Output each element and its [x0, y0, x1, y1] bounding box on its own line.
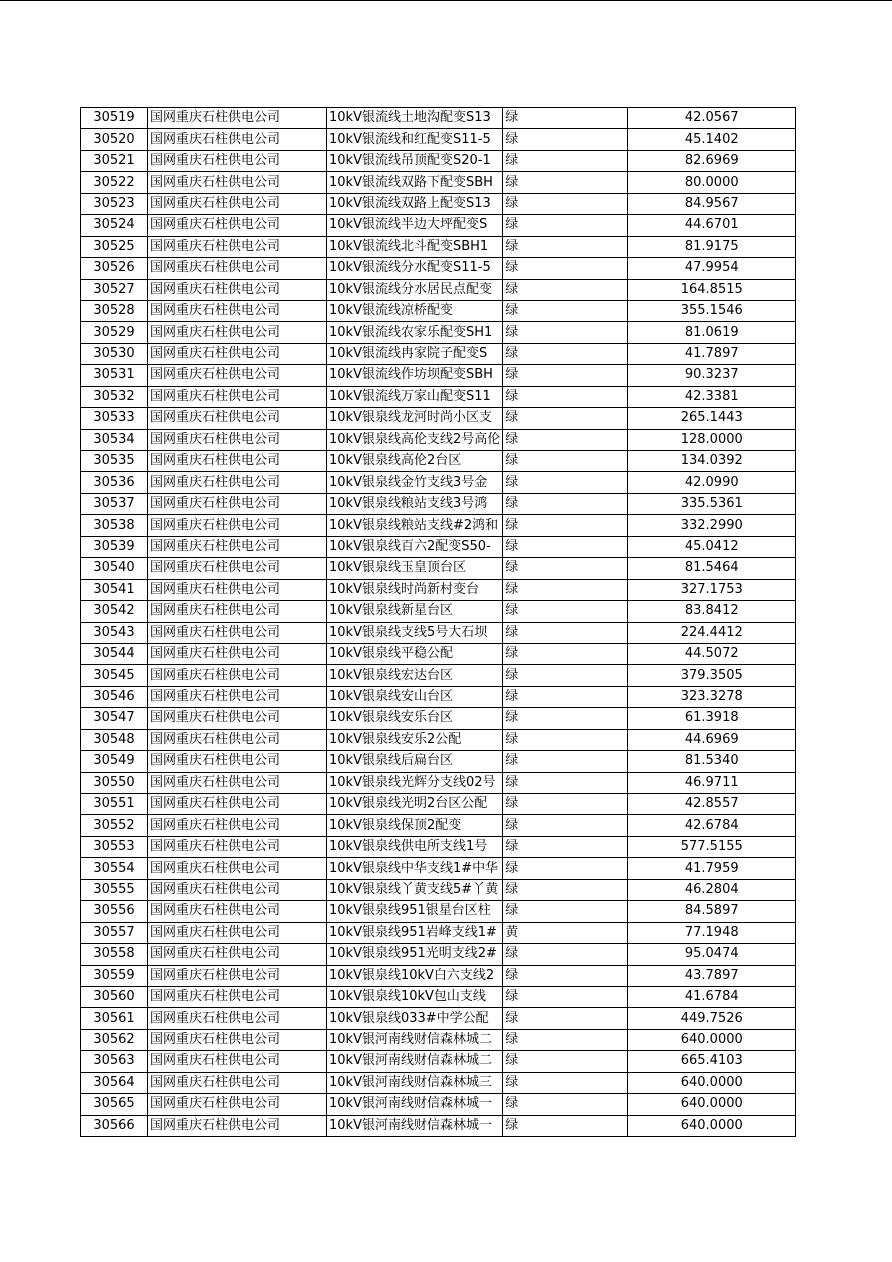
table-row	[81, 944, 796, 965]
value-cell: 41.6784	[628, 986, 796, 1007]
line-name-cell: 10kV银泉线百六2配变S50-	[327, 536, 503, 557]
line-name-cell: 10kV银流线和红配变S11-5	[327, 129, 503, 150]
company-cell: 国网重庆石柱供电公司	[148, 643, 327, 664]
status-cell: 绿	[503, 193, 628, 214]
company-cell: 国网重庆石柱供电公司	[148, 794, 327, 815]
table-row	[81, 901, 796, 922]
status-cell: 绿	[503, 108, 628, 129]
value-cell: 577.5155	[628, 836, 796, 857]
company-cell: 国网重庆石柱供电公司	[148, 836, 327, 857]
company-cell: 国网重庆石柱供电公司	[148, 472, 327, 493]
status-cell: 绿	[503, 1051, 628, 1072]
value-cell: 41.7897	[628, 343, 796, 364]
value-cell: 43.7897	[628, 965, 796, 986]
table-row	[81, 536, 796, 557]
row-id-cell: 30522	[81, 172, 148, 193]
status-cell: 绿	[503, 815, 628, 836]
status-cell: 绿	[503, 1029, 628, 1050]
row-id-cell: 30544	[81, 643, 148, 664]
company-cell: 国网重庆石柱供电公司	[148, 815, 327, 836]
company-cell: 国网重庆石柱供电公司	[148, 258, 327, 279]
row-id-cell: 30565	[81, 1094, 148, 1115]
company-cell: 国网重庆石柱供电公司	[148, 515, 327, 536]
line-name-cell: 10kV银泉线支线5号大石坝	[327, 622, 503, 643]
line-name-cell: 10kV银泉线951银星台区柱	[327, 901, 503, 922]
table-row	[81, 1072, 796, 1093]
table-row	[81, 622, 796, 643]
company-cell: 国网重庆石柱供电公司	[148, 601, 327, 622]
row-id-cell: 30545	[81, 665, 148, 686]
company-cell: 国网重庆石柱供电公司	[148, 858, 327, 879]
status-cell: 绿	[503, 386, 628, 407]
row-id-cell: 30524	[81, 215, 148, 236]
data-table	[80, 107, 796, 1137]
line-name-cell: 10kV银泉线高伦支线2号高伦	[327, 429, 503, 450]
line-name-cell: 10kV银泉线供电所支线1号	[327, 836, 503, 857]
row-id-cell: 30560	[81, 986, 148, 1007]
row-id-cell: 30561	[81, 1008, 148, 1029]
line-name-cell: 10kV银泉线宏达台区	[327, 665, 503, 686]
row-id-cell: 30535	[81, 451, 148, 472]
company-cell: 国网重庆石柱供电公司	[148, 965, 327, 986]
value-cell: 61.3918	[628, 708, 796, 729]
value-cell: 42.0990	[628, 472, 796, 493]
value-cell: 128.0000	[628, 429, 796, 450]
value-cell: 379.3505	[628, 665, 796, 686]
company-cell: 国网重庆石柱供电公司	[148, 751, 327, 772]
status-cell: 绿	[503, 858, 628, 879]
page-top-rule	[0, 0, 892, 1]
row-id-cell: 30530	[81, 343, 148, 364]
status-cell: 绿	[503, 215, 628, 236]
value-cell: 81.0619	[628, 322, 796, 343]
status-cell: 绿	[503, 1115, 628, 1136]
row-id-cell: 30528	[81, 300, 148, 321]
status-cell: 绿	[503, 300, 628, 321]
status-cell: 绿	[503, 1072, 628, 1093]
row-id-cell: 30556	[81, 901, 148, 922]
status-cell: 绿	[503, 965, 628, 986]
value-cell: 640.0000	[628, 1115, 796, 1136]
line-name-cell: 10kV银泉线10kV白六支线2	[327, 965, 503, 986]
company-cell: 国网重庆石柱供电公司	[148, 922, 327, 943]
company-cell: 国网重庆石柱供电公司	[148, 708, 327, 729]
line-name-cell: 10kV银流线吊顶配变S20-1	[327, 150, 503, 171]
row-id-cell: 30529	[81, 322, 148, 343]
table-row	[81, 601, 796, 622]
status-cell: 绿	[503, 365, 628, 386]
table-row	[81, 193, 796, 214]
table-row	[81, 794, 796, 815]
line-name-cell: 10kV银泉线10kV包山支线	[327, 986, 503, 1007]
value-cell: 45.0412	[628, 536, 796, 557]
status-cell: 绿	[503, 751, 628, 772]
row-id-cell: 30543	[81, 622, 148, 643]
value-cell: 134.0392	[628, 451, 796, 472]
company-cell: 国网重庆石柱供电公司	[148, 193, 327, 214]
line-name-cell: 10kV银河南线财信森林城三	[327, 1072, 503, 1093]
table-row	[81, 729, 796, 750]
line-name-cell: 10kV银泉线玉皇顶台区	[327, 558, 503, 579]
company-cell: 国网重庆石柱供电公司	[148, 322, 327, 343]
table-row	[81, 129, 796, 150]
row-id-cell: 30531	[81, 365, 148, 386]
table-row	[81, 150, 796, 171]
status-cell: 绿	[503, 901, 628, 922]
table-row	[81, 772, 796, 793]
status-cell: 绿	[503, 322, 628, 343]
status-cell: 绿	[503, 643, 628, 664]
value-cell: 80.0000	[628, 172, 796, 193]
row-id-cell: 30559	[81, 965, 148, 986]
value-cell: 81.5340	[628, 751, 796, 772]
line-name-cell: 10kV银泉线安山台区	[327, 686, 503, 707]
company-cell: 国网重庆石柱供电公司	[148, 129, 327, 150]
status-cell: 绿	[503, 493, 628, 514]
value-cell: 640.0000	[628, 1094, 796, 1115]
company-cell: 国网重庆石柱供电公司	[148, 1072, 327, 1093]
row-id-cell: 30540	[81, 558, 148, 579]
table-row	[81, 858, 796, 879]
row-id-cell: 30542	[81, 601, 148, 622]
row-id-cell: 30541	[81, 579, 148, 600]
line-name-cell: 10kV银流线双路上配变S13	[327, 193, 503, 214]
company-cell: 国网重庆石柱供电公司	[148, 622, 327, 643]
table-body	[81, 108, 796, 1137]
status-cell: 绿	[503, 708, 628, 729]
company-cell: 国网重庆石柱供电公司	[148, 1115, 327, 1136]
line-name-cell: 10kV银泉线时尚新村变台	[327, 579, 503, 600]
status-cell: 绿	[503, 622, 628, 643]
status-cell: 黄	[503, 922, 628, 943]
value-cell: 327.1753	[628, 579, 796, 600]
table-row	[81, 986, 796, 1007]
status-cell: 绿	[503, 579, 628, 600]
status-cell: 绿	[503, 1008, 628, 1029]
table-row	[81, 751, 796, 772]
table-row	[81, 451, 796, 472]
status-cell: 绿	[503, 343, 628, 364]
company-cell: 国网重庆石柱供电公司	[148, 451, 327, 472]
row-id-cell: 30546	[81, 686, 148, 707]
line-name-cell: 10kV银泉线光辉分支线02号	[327, 772, 503, 793]
table-row	[81, 665, 796, 686]
line-name-cell: 10kV银泉线高伦2台区	[327, 451, 503, 472]
line-name-cell: 10kV银泉线951光明支线2#	[327, 944, 503, 965]
value-cell: 42.6784	[628, 815, 796, 836]
status-cell: 绿	[503, 150, 628, 171]
table-row	[81, 322, 796, 343]
table-row	[81, 1029, 796, 1050]
company-cell: 国网重庆石柱供电公司	[148, 986, 327, 1007]
row-id-cell: 30566	[81, 1115, 148, 1136]
company-cell: 国网重庆石柱供电公司	[148, 1051, 327, 1072]
value-cell: 42.0567	[628, 108, 796, 129]
company-cell: 国网重庆石柱供电公司	[148, 1008, 327, 1029]
status-cell: 绿	[503, 986, 628, 1007]
status-cell: 绿	[503, 429, 628, 450]
status-cell: 绿	[503, 836, 628, 857]
table-row	[81, 965, 796, 986]
table-row	[81, 879, 796, 900]
company-cell: 国网重庆石柱供电公司	[148, 579, 327, 600]
value-cell: 90.3237	[628, 365, 796, 386]
company-cell: 国网重庆石柱供电公司	[148, 279, 327, 300]
status-cell: 绿	[503, 408, 628, 429]
table-row	[81, 343, 796, 364]
line-name-cell: 10kV银泉线保顶2配变	[327, 815, 503, 836]
line-name-cell: 10kV银流线作坊坝配变SBH	[327, 365, 503, 386]
line-name-cell: 10kV银泉线龙河时尚小区支	[327, 408, 503, 429]
line-name-cell: 10kV银泉线平稳公配	[327, 643, 503, 664]
company-cell: 国网重庆石柱供电公司	[148, 772, 327, 793]
line-name-cell: 10kV银流线土地沟配变S13	[327, 108, 503, 129]
value-cell: 224.4412	[628, 622, 796, 643]
status-cell: 绿	[503, 536, 628, 557]
status-cell: 绿	[503, 1094, 628, 1115]
row-id-cell: 30538	[81, 515, 148, 536]
row-id-cell: 30521	[81, 150, 148, 171]
status-cell: 绿	[503, 879, 628, 900]
value-cell: 640.0000	[628, 1072, 796, 1093]
table-row	[81, 1051, 796, 1072]
value-cell: 81.9175	[628, 236, 796, 257]
value-cell: 44.6701	[628, 215, 796, 236]
company-cell: 国网重庆石柱供电公司	[148, 558, 327, 579]
line-name-cell: 10kV银流线双路下配变SBH	[327, 172, 503, 193]
table-row	[81, 515, 796, 536]
status-cell: 绿	[503, 686, 628, 707]
value-cell: 42.8557	[628, 794, 796, 815]
line-name-cell: 10kV银泉线951岩峰支线1#	[327, 922, 503, 943]
row-id-cell: 30532	[81, 386, 148, 407]
status-cell: 绿	[503, 794, 628, 815]
row-id-cell: 30548	[81, 729, 148, 750]
row-id-cell: 30555	[81, 879, 148, 900]
line-name-cell: 10kV银流线分水居民点配变	[327, 279, 503, 300]
line-name-cell: 10kV银河南线财信森林城一	[327, 1115, 503, 1136]
company-cell: 国网重庆石柱供电公司	[148, 729, 327, 750]
table-row	[81, 172, 796, 193]
status-cell: 绿	[503, 129, 628, 150]
row-id-cell: 30550	[81, 772, 148, 793]
line-name-cell: 10kV银泉线粮站支线#2鸿和	[327, 515, 503, 536]
company-cell: 国网重庆石柱供电公司	[148, 1029, 327, 1050]
line-name-cell: 10kV银泉线033#中学公配	[327, 1008, 503, 1029]
table-row	[81, 365, 796, 386]
status-cell: 绿	[503, 558, 628, 579]
line-name-cell: 10kV银流线农家乐配变SH1	[327, 322, 503, 343]
table-row	[81, 429, 796, 450]
company-cell: 国网重庆石柱供电公司	[148, 215, 327, 236]
row-id-cell: 30533	[81, 408, 148, 429]
row-id-cell: 30527	[81, 279, 148, 300]
row-id-cell: 30554	[81, 858, 148, 879]
status-cell: 绿	[503, 665, 628, 686]
company-cell: 国网重庆石柱供电公司	[148, 386, 327, 407]
table-row	[81, 472, 796, 493]
row-id-cell: 30558	[81, 944, 148, 965]
company-cell: 国网重庆石柱供电公司	[148, 665, 327, 686]
line-name-cell: 10kV银泉线丫黄支线5#丫黄	[327, 879, 503, 900]
value-cell: 42.3381	[628, 386, 796, 407]
line-name-cell: 10kV银泉线后扁台区	[327, 751, 503, 772]
row-id-cell: 30523	[81, 193, 148, 214]
row-id-cell: 30557	[81, 922, 148, 943]
line-name-cell: 10kV银流线分水配变S11-5	[327, 258, 503, 279]
table-row	[81, 815, 796, 836]
line-name-cell: 10kV银泉线安乐2公配	[327, 729, 503, 750]
line-name-cell: 10kV银泉线金竹支线3号金	[327, 472, 503, 493]
value-cell: 323.3278	[628, 686, 796, 707]
row-id-cell: 30549	[81, 751, 148, 772]
row-id-cell: 30564	[81, 1072, 148, 1093]
row-id-cell: 30547	[81, 708, 148, 729]
table-row	[81, 643, 796, 664]
line-name-cell: 10kV银泉线粮站支线3号鸿	[327, 493, 503, 514]
table-row	[81, 836, 796, 857]
company-cell: 国网重庆石柱供电公司	[148, 408, 327, 429]
row-id-cell: 30536	[81, 472, 148, 493]
status-cell: 绿	[503, 772, 628, 793]
company-cell: 国网重庆石柱供电公司	[148, 429, 327, 450]
company-cell: 国网重庆石柱供电公司	[148, 108, 327, 129]
table-row	[81, 236, 796, 257]
company-cell: 国网重庆石柱供电公司	[148, 944, 327, 965]
value-cell: 41.7959	[628, 858, 796, 879]
table-row	[81, 1094, 796, 1115]
value-cell: 665.4103	[628, 1051, 796, 1072]
value-cell: 44.6969	[628, 729, 796, 750]
value-cell: 449.7526	[628, 1008, 796, 1029]
table-row	[81, 386, 796, 407]
row-id-cell: 30551	[81, 794, 148, 815]
row-id-cell: 30562	[81, 1029, 148, 1050]
status-cell: 绿	[503, 451, 628, 472]
status-cell: 绿	[503, 172, 628, 193]
line-name-cell: 10kV银河南线财信森林城二	[327, 1029, 503, 1050]
value-cell: 84.9567	[628, 193, 796, 214]
table-row	[81, 579, 796, 600]
table-row	[81, 300, 796, 321]
row-id-cell: 30539	[81, 536, 148, 557]
company-cell: 国网重庆石柱供电公司	[148, 536, 327, 557]
value-cell: 355.1546	[628, 300, 796, 321]
company-cell: 国网重庆石柱供电公司	[148, 1094, 327, 1115]
line-name-cell: 10kV银流线北斗配变SBH1	[327, 236, 503, 257]
status-cell: 绿	[503, 944, 628, 965]
row-id-cell: 30553	[81, 836, 148, 857]
row-id-cell: 30525	[81, 236, 148, 257]
status-cell: 绿	[503, 279, 628, 300]
row-id-cell: 30520	[81, 129, 148, 150]
value-cell: 46.2804	[628, 879, 796, 900]
line-name-cell: 10kV银河南线财信森林城二	[327, 1051, 503, 1072]
status-cell: 绿	[503, 258, 628, 279]
value-cell: 84.5897	[628, 901, 796, 922]
value-cell: 77.1948	[628, 922, 796, 943]
row-id-cell: 30537	[81, 493, 148, 514]
value-cell: 640.0000	[628, 1029, 796, 1050]
line-name-cell: 10kV银流线万家山配变S11	[327, 386, 503, 407]
company-cell: 国网重庆石柱供电公司	[148, 236, 327, 257]
table-row	[81, 1008, 796, 1029]
row-id-cell: 30552	[81, 815, 148, 836]
value-cell: 335.5361	[628, 493, 796, 514]
line-name-cell: 10kV银泉线安乐台区	[327, 708, 503, 729]
company-cell: 国网重庆石柱供电公司	[148, 300, 327, 321]
table-row	[81, 258, 796, 279]
row-id-cell: 30563	[81, 1051, 148, 1072]
line-name-cell: 10kV银泉线光明2台区公配	[327, 794, 503, 815]
company-cell: 国网重庆石柱供电公司	[148, 686, 327, 707]
status-cell: 绿	[503, 729, 628, 750]
company-cell: 国网重庆石柱供电公司	[148, 172, 327, 193]
row-id-cell: 30526	[81, 258, 148, 279]
value-cell: 44.5072	[628, 643, 796, 664]
status-cell: 绿	[503, 601, 628, 622]
line-name-cell: 10kV银流线半边大坪配变S	[327, 215, 503, 236]
company-cell: 国网重庆石柱供电公司	[148, 493, 327, 514]
value-cell: 46.9711	[628, 772, 796, 793]
value-cell: 45.1402	[628, 129, 796, 150]
table-row	[81, 558, 796, 579]
line-name-cell: 10kV银泉线中华支线1#中华	[327, 858, 503, 879]
line-name-cell: 10kV银流线冉家院子配变S	[327, 343, 503, 364]
value-cell: 82.6969	[628, 150, 796, 171]
row-id-cell: 30519	[81, 108, 148, 129]
company-cell: 国网重庆石柱供电公司	[148, 365, 327, 386]
status-cell: 绿	[503, 236, 628, 257]
table-row	[81, 279, 796, 300]
line-name-cell: 10kV银泉线新星台区	[327, 601, 503, 622]
line-name-cell: 10kV银河南线财信森林城一	[327, 1094, 503, 1115]
company-cell: 国网重庆石柱供电公司	[148, 901, 327, 922]
table-row	[81, 708, 796, 729]
value-cell: 265.1443	[628, 408, 796, 429]
value-cell: 164.8515	[628, 279, 796, 300]
value-cell: 95.0474	[628, 944, 796, 965]
status-cell: 绿	[503, 472, 628, 493]
table-row	[81, 215, 796, 236]
company-cell: 国网重庆石柱供电公司	[148, 150, 327, 171]
table-row	[81, 408, 796, 429]
table-row	[81, 493, 796, 514]
table-row	[81, 922, 796, 943]
table-row	[81, 686, 796, 707]
value-cell: 81.5464	[628, 558, 796, 579]
company-cell: 国网重庆石柱供电公司	[148, 343, 327, 364]
value-cell: 83.8412	[628, 601, 796, 622]
status-cell: 绿	[503, 515, 628, 536]
value-cell: 47.9954	[628, 258, 796, 279]
table-row	[81, 108, 796, 129]
table-row	[81, 1115, 796, 1136]
company-cell: 国网重庆石柱供电公司	[148, 879, 327, 900]
line-name-cell: 10kV银流线凉桥配变	[327, 300, 503, 321]
value-cell: 332.2990	[628, 515, 796, 536]
row-id-cell: 30534	[81, 429, 148, 450]
